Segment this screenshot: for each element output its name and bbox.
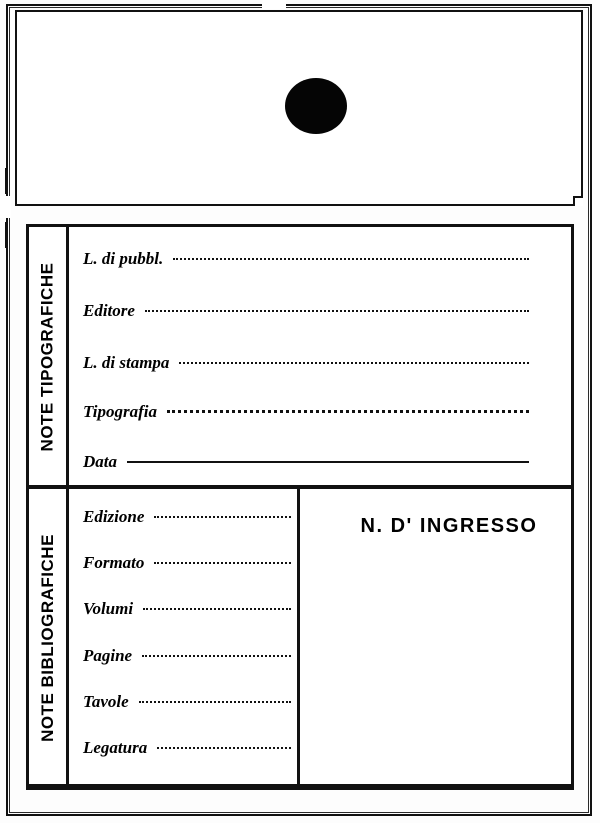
- section-note-tipografiche: [29, 227, 571, 489]
- field-row-data[interactable]: [69, 452, 529, 472]
- field-input-data[interactable]: [127, 459, 529, 463]
- field-row-edizione[interactable]: [69, 507, 291, 527]
- section-label-text: NOTE TIPOGRAFICHE: [37, 262, 57, 451]
- field-label-volumi: Volumi: [83, 599, 134, 618]
- field-row-tavole[interactable]: [69, 692, 291, 712]
- field-label-tipografia: Tipografia: [83, 402, 157, 421]
- field-label-legatura: Legatura: [83, 738, 148, 757]
- field-label-l-di-stampa: L. di stampa: [83, 353, 170, 372]
- scan-artifact-left: [0, 196, 11, 218]
- field-input-edizione[interactable]: [154, 514, 291, 518]
- field-input-tipografia[interactable]: [167, 408, 529, 413]
- section-label-text: NOTE BIBLIOGRAFICHE: [37, 534, 57, 742]
- field-input-editore[interactable]: [145, 308, 529, 312]
- scan-tick-upper: [5, 168, 8, 194]
- field-label-formato: Formato: [83, 553, 145, 572]
- field-label-pagine: Pagine: [83, 646, 133, 665]
- section-label-note-tipografiche: [29, 227, 69, 486]
- field-label-data: Data: [83, 452, 117, 471]
- field-row-l-di-stampa[interactable]: [69, 353, 529, 373]
- field-input-pagine[interactable]: [142, 653, 291, 657]
- form-card: [26, 224, 574, 790]
- field-input-volumi[interactable]: [143, 606, 291, 610]
- field-row-volumi[interactable]: [69, 599, 291, 619]
- field-rows-tipografiche: [69, 227, 571, 485]
- scan-tick-lower: [5, 222, 8, 248]
- field-row-l-di-pubbl[interactable]: [69, 249, 529, 269]
- section-note-bibliografiche: [29, 489, 571, 787]
- field-input-tavole[interactable]: [139, 699, 291, 703]
- field-input-l-di-pubbl[interactable]: [173, 256, 529, 260]
- field-label-edizione: Edizione: [83, 507, 145, 526]
- field-row-legatura[interactable]: [69, 738, 291, 758]
- field-row-formato[interactable]: [69, 553, 291, 573]
- field-input-l-di-stampa[interactable]: [179, 360, 529, 364]
- field-label-l-di-pubbl: L. di pubbl.: [83, 249, 164, 268]
- punch-hole-icon: [285, 78, 347, 134]
- section-label-note-bibliografiche: [29, 489, 69, 787]
- field-row-tipografia[interactable]: [69, 402, 529, 422]
- punch-hole-panel: [15, 10, 583, 206]
- field-row-pagine[interactable]: [69, 646, 291, 666]
- card-bottom-rule: [29, 784, 571, 787]
- field-input-formato[interactable]: [154, 560, 291, 564]
- field-row-editore[interactable]: [69, 301, 529, 321]
- field-input-legatura[interactable]: [157, 745, 291, 749]
- field-label-tavole: Tavole: [83, 692, 129, 711]
- field-label-editore: Editore: [83, 301, 135, 320]
- scan-artifact-top: [262, 0, 286, 9]
- ingresso-panel-title: N. D' INGRESSO: [360, 515, 538, 537]
- panel-corner-notch: [573, 196, 583, 206]
